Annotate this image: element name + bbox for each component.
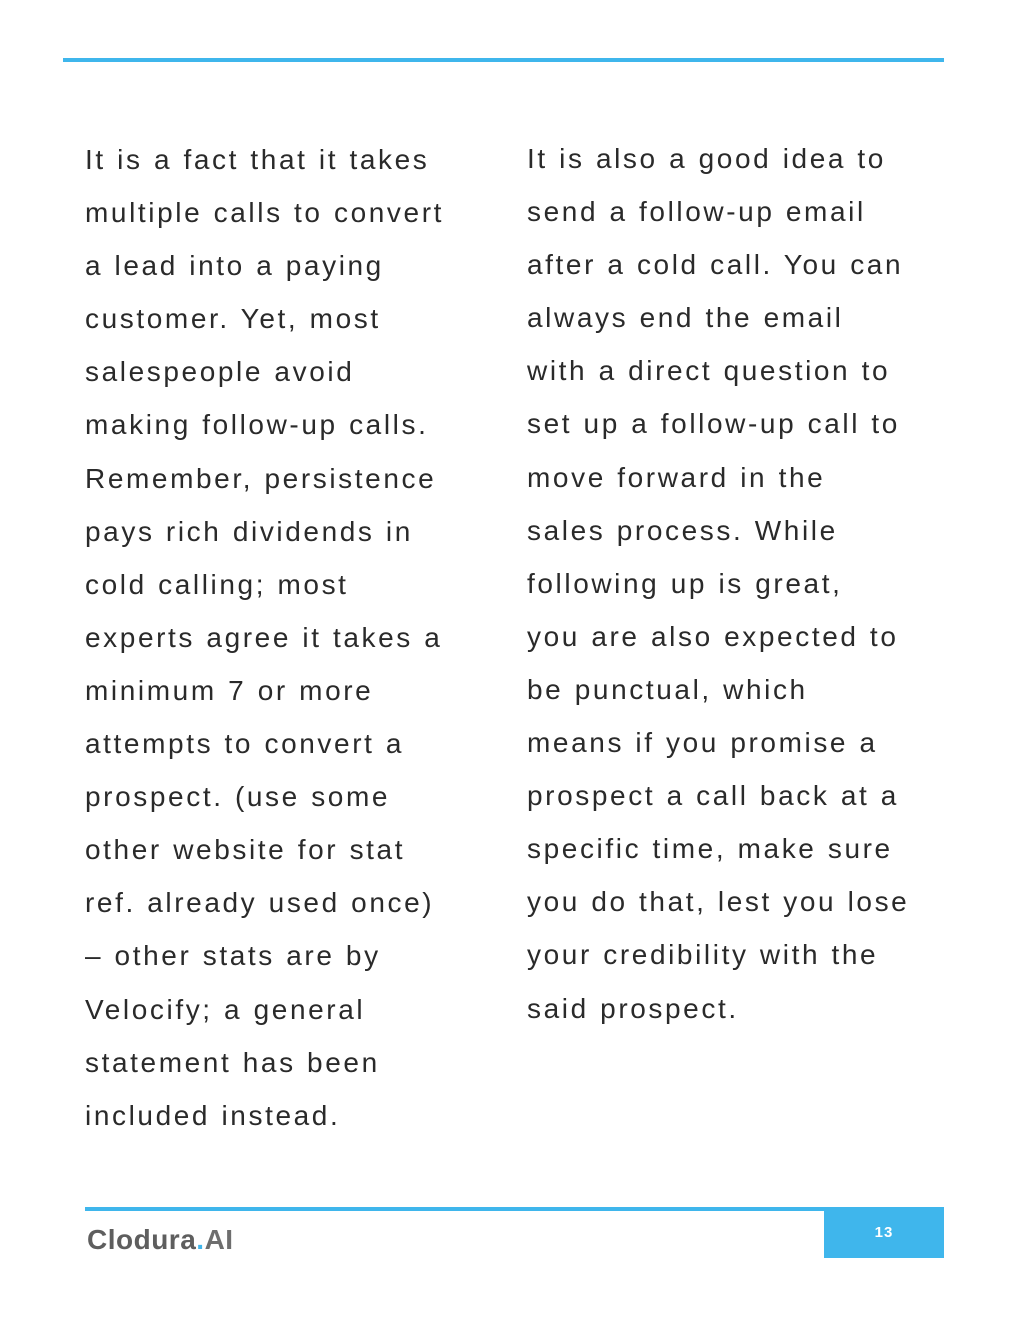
- bottom-divider: [85, 1207, 944, 1211]
- paragraph-line: It is a fact that it takes: [85, 144, 430, 175]
- paragraph-line: – other stats are by: [85, 940, 381, 972]
- paragraph-line: Velocify; a general: [85, 993, 366, 1025]
- paragraph-line: statement has been: [85, 1046, 380, 1078]
- paragraph-line: pays rich dividends in: [85, 515, 413, 547]
- paragraph-line: always end the email: [527, 302, 844, 334]
- paragraph-line: said prospect.: [527, 992, 739, 1024]
- right-text-column: [527, 132, 952, 1035]
- paragraph-line: attempts to convert a: [85, 728, 405, 760]
- paragraph-line: send a follow-up email: [527, 196, 866, 228]
- paragraph-line: salespeople avoid: [85, 356, 355, 388]
- left-text-column: [85, 133, 505, 1142]
- paragraph-line: multiple calls to convert: [85, 197, 445, 229]
- logo-dot: .: [196, 1224, 205, 1255]
- paragraph-line: experts agree it takes a: [85, 621, 443, 653]
- paragraph-line: you are also expected to: [527, 620, 899, 652]
- paragraph-line: minimum 7 or more: [85, 674, 374, 706]
- paragraph-line: means if you promise a: [527, 727, 878, 759]
- paragraph-line: specific time, make sure: [527, 833, 893, 865]
- paragraph-line: prospect. (use some: [85, 781, 391, 813]
- paragraph-line: ref. already used once): [85, 887, 435, 919]
- page-number-badge: [824, 1207, 944, 1258]
- paragraph-line: be punctual, which: [527, 673, 808, 705]
- paragraph-line: Remember, persistence: [85, 462, 437, 494]
- paragraph-line: prospect a call back at a: [527, 780, 899, 812]
- paragraph-line: included instead.: [85, 1099, 341, 1131]
- paragraph-line: a lead into a paying: [85, 250, 384, 282]
- logo-suffix: AI: [204, 1224, 234, 1255]
- paragraph-line: customer. Yet, most: [85, 303, 381, 335]
- clodura-logo: [87, 1224, 234, 1256]
- paragraph-line: sales process. While: [527, 514, 838, 546]
- paragraph-line: move forward in the: [527, 461, 826, 493]
- paragraph-line: cold calling; most: [85, 568, 349, 600]
- top-divider: [63, 58, 944, 62]
- paragraph-line: after a cold call. You can: [527, 249, 904, 281]
- paragraph-line: set up a follow-up call to: [527, 408, 900, 440]
- paragraph-line: you do that, lest you lose: [527, 886, 910, 918]
- paragraph-line: following up is great,: [527, 567, 843, 599]
- logo-name: Clodura: [87, 1224, 197, 1255]
- paragraph-line: It is also a good idea to: [527, 143, 886, 174]
- paragraph-line: making follow-up calls.: [85, 409, 429, 441]
- paragraph-line: your credibility with the: [527, 939, 879, 971]
- paragraph-line: with a direct question to: [527, 355, 891, 387]
- paragraph-line: other website for stat: [85, 834, 406, 866]
- page-number: 13: [874, 1224, 894, 1241]
